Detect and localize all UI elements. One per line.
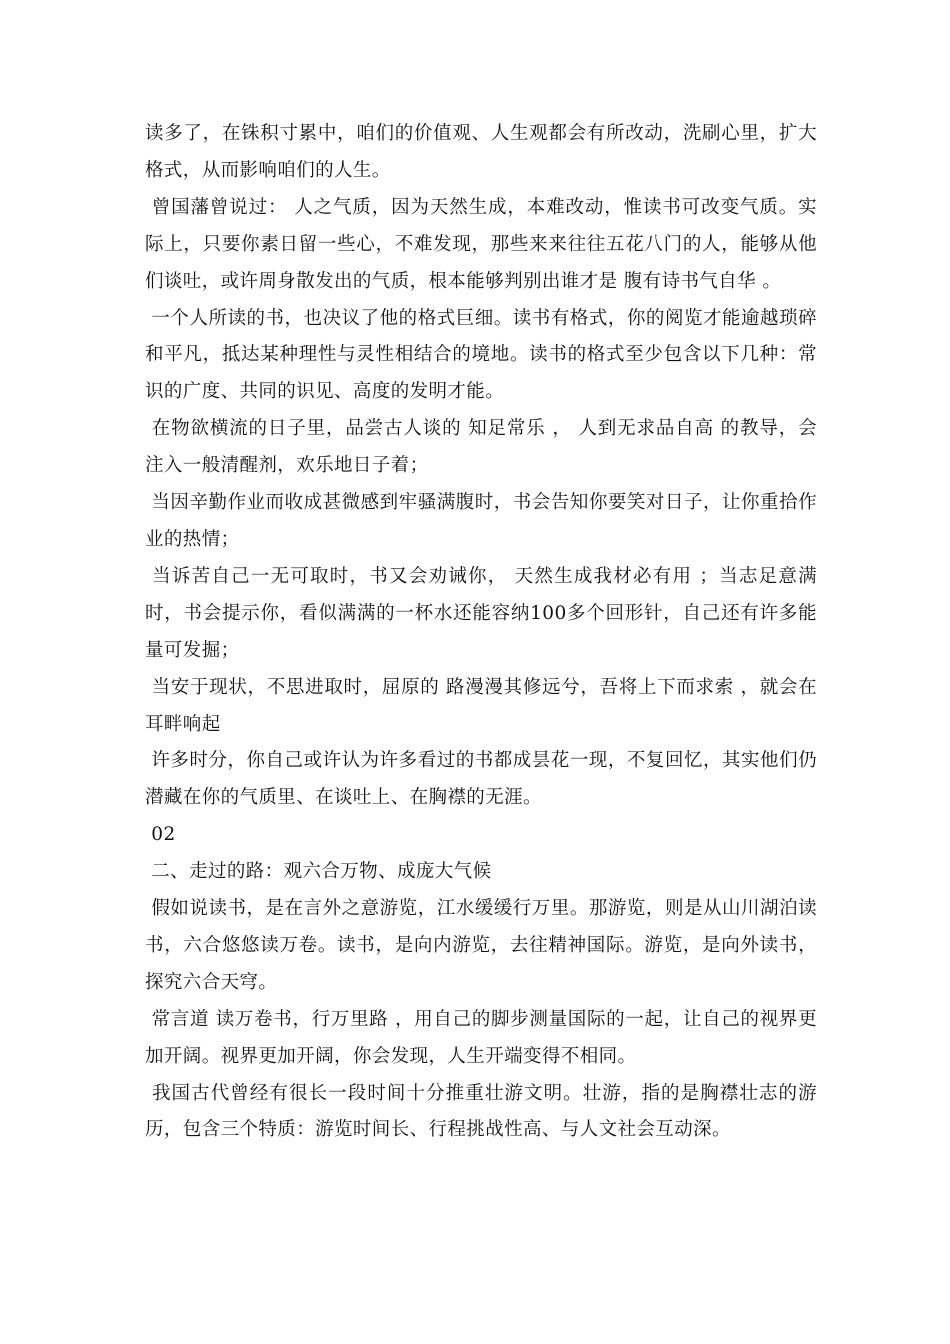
- paragraph-1: 读多了，在铢积寸累中，咱们的价值观、人生观都会有所改动，洗刷心里，扩大格式，从而影响咱们的人生。: [145, 123, 817, 181]
- paragraph-2: 曾国藩曾说过： 人之气质，因为天然生成，本难改动，惟读书可改变气质。实际上，只要你素日留一些心，不难发现，那些来来往往五花八门的人，能够从他们谈吐，或许周身散发出的气质，根本能够判别出谁才是 腹有诗书气自华 。: [145, 196, 817, 292]
- paragraph-11: 我国古代曾经有很长一段时间十分推重壮游文明。壮游，指的是胸襟壮志的游历，包含三个特质：游览时间长、行程挑战性高、与人文社会互动深。: [145, 1082, 818, 1141]
- paragraph-8: 许多时分，你自己或许认为许多看过的书都成昙花一现，不复回忆，其实他们仍潜藏在你的气质里、在谈吐上、在胸襟的无涯。: [145, 750, 817, 809]
- paragraph-7: 当安于现状，不思进取时，屈原的 路漫漫其修远兮，吾将上下而求索 ，就会在耳畔响起: [145, 676, 817, 735]
- paragraph-6: 当诉苦自己一无可取时，书又会劝诫你， 天然生成我材必有用 ；当志足意满时，书会提示你，看似满满的一杯水还能容纳100多个回形针，自己还有许多能量可发掘；: [145, 565, 818, 661]
- paragraph-10: 常言道 读万卷书，行万里路 ，用自己的脚步测量国际的一起，让自己的视界更加开阔。视界更加开阔，你会发现，人生开端变得不相同。: [145, 1008, 817, 1067]
- paragraph-3: 一个人所读的书，也决议了他的格式巨细。读书有格式，你的阅览才能逾越琐碎和平凡，抵达某种理性与灵性相结合的境地。读书的格式至少包含以下几种：常识的广度、共同的识见、高度的发明才能。: [145, 307, 817, 403]
- section-number: 02: [145, 824, 176, 846]
- document-body: [145, 116, 817, 1149]
- paragraph-9: 假如说读书，是在言外之意游览，江水缓缓行万里。那游览，则是从山川湖泊读书，六合悠悠读万卷。读书，是向内游览，去往精神国际。游览，是向外读书，探究六合天穹。: [145, 898, 817, 993]
- section-heading: 二、走过的路：观六合万物、成庞大气候: [145, 861, 492, 883]
- paragraph-4: 在物欲横流的日子里，品尝古人谈的 知足常乐 ， 人到无求品自高 的教导，会注入一般清醒剂，欢乐地日子着；: [145, 418, 818, 477]
- paragraph-5: 当因辛勤作业而收成甚微感到牢骚满腹时，书会告知你要笑对日子，让你重拾作业的热情；: [145, 492, 817, 550]
